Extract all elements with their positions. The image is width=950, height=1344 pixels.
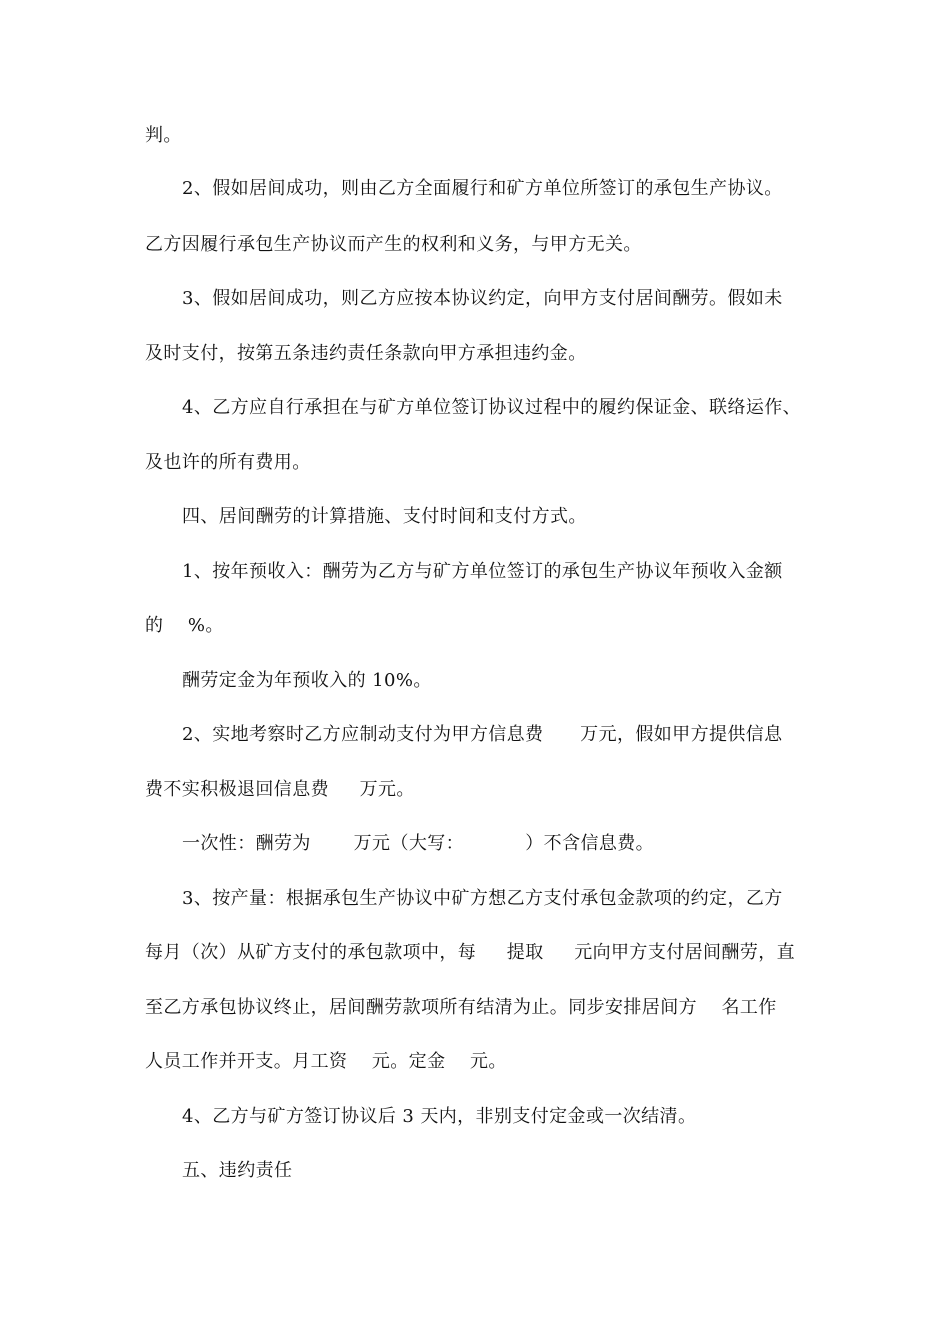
text-line: 4、乙方应自行承担在与矿方单位签订协议过程中的履约保证金、联络运作、 bbox=[182, 397, 802, 418]
section-heading: 五、违约责任 bbox=[182, 1160, 293, 1181]
text-line: 每月（次）从矿方支付的承包款项中，每 提取 元向甲方支付居间酬劳，直 bbox=[145, 942, 796, 963]
text-line: 乙方因履行承包生产协议而产生的权利和义务，与甲方无关。 bbox=[145, 234, 642, 255]
text-line: 一次性：酬劳为 万元（大写： ）不含信息费。 bbox=[182, 833, 655, 854]
text-line: 的 %。 bbox=[145, 615, 224, 636]
text-line: 及也许的所有费用。 bbox=[145, 452, 311, 473]
text-line: 人员工作并开支。月工资 元。定金 元。 bbox=[145, 1051, 507, 1072]
text-line: 费不实积极退回信息费 万元。 bbox=[145, 779, 415, 800]
text-line: 2、实地考察时乙方应制动支付为甲方信息费 万元，假如甲方提供信息 bbox=[182, 724, 783, 745]
text-line: 至乙方承包协议终止，居间酬劳款项所有结清为止。同步安排居间方 名工作 bbox=[145, 997, 777, 1018]
text-line: 判。 bbox=[145, 125, 182, 146]
text-line: 2、假如居间成功，则由乙方全面履行和矿方单位所签订的承包生产协议。 bbox=[182, 178, 783, 199]
text-line: 酬劳定金为年预收入的 10%。 bbox=[182, 670, 432, 691]
section-heading: 四、居间酬劳的计算措施、支付时间和支付方式。 bbox=[182, 506, 587, 527]
text-line: 3、假如居间成功，则乙方应按本协议约定，向甲方支付居间酬劳。假如未 bbox=[182, 288, 783, 309]
text-line: 及时支付，按第五条违约责任条款向甲方承担违约金。 bbox=[145, 343, 587, 364]
text-line: 1、按年预收入：酬劳为乙方与矿方单位签订的承包生产协议年预收入金额 bbox=[182, 561, 783, 582]
text-line: 3、按产量：根据承包生产协议中矿方想乙方支付承包金款项的约定，乙方 bbox=[182, 888, 783, 909]
text-line: 4、乙方与矿方签订协议后 3 天内，非别支付定金或一次结清。 bbox=[182, 1106, 697, 1127]
